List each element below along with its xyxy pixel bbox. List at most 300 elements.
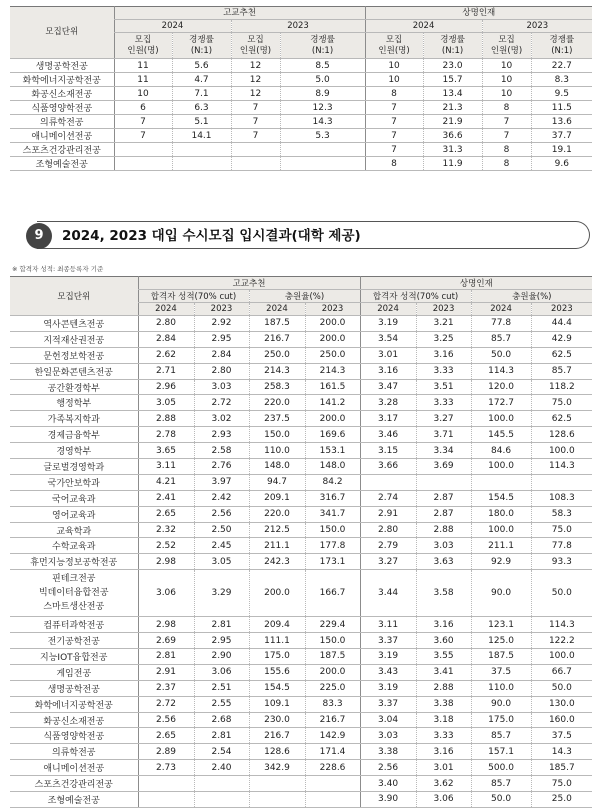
year-header: 2024 [365,20,482,33]
data-cell: 2.40 [194,760,249,776]
data-cell: 7 [231,101,280,115]
data-cell: 14.1 [172,129,231,143]
data-cell: 3.11 [360,617,416,633]
data-cell: 2.65 [138,506,194,522]
unit-name: 휴먼지능정보공학전공 [10,554,138,570]
data-cell: 250.0 [305,347,360,363]
data-cell: 2.88 [416,680,471,696]
data-cell: 3.40 [360,776,416,792]
data-cell: 3.38 [360,744,416,760]
data-cell: 2.32 [138,522,194,538]
data-cell: 500.0 [471,760,531,776]
data-cell: 2.65 [138,728,194,744]
data-cell: 3.46 [360,427,416,443]
data-cell: 85.7 [471,776,531,792]
data-cell: 2.80 [360,522,416,538]
section-number-badge: 9 [26,223,52,249]
unit-name: 공간환경학부 [10,379,138,395]
data-cell: 3.06 [416,792,471,808]
data-cell: 42.9 [531,331,592,347]
table-row [10,538,592,554]
unit-name: 가족복지학과 [10,411,138,427]
group-header: 상명인재 [365,7,592,20]
data-cell: 177.8 [305,538,360,554]
table-row [10,633,592,649]
data-cell: 77.8 [471,316,531,332]
year-header: 2023 [194,303,249,316]
unit-name: 조형예술전공 [10,792,138,808]
data-cell [531,474,592,490]
data-cell: 200.0 [305,411,360,427]
data-cell: 111.1 [249,633,305,649]
data-cell: 3.16 [416,744,471,760]
data-cell [280,143,365,157]
data-cell: 2.76 [194,459,249,475]
data-cell [138,776,194,792]
data-cell [172,157,231,171]
data-cell: 2.98 [138,617,194,633]
data-cell: 2.96 [138,379,194,395]
table-row [10,744,592,760]
table-row [10,411,592,427]
data-cell: 3.71 [416,427,471,443]
data-cell: 2.58 [194,443,249,459]
data-cell: 100.0 [471,459,531,475]
data-cell: 50.0 [531,680,592,696]
data-cell: 2.78 [138,427,194,443]
table-row [10,87,592,101]
table-row [10,712,592,728]
data-cell: 114.3 [531,617,592,633]
data-cell: 2.90 [194,649,249,665]
data-cell: 128.6 [531,427,592,443]
data-cell: 2.54 [194,744,249,760]
data-cell: 209.1 [249,490,305,506]
data-cell: 3.03 [416,538,471,554]
data-cell: 2.91 [360,506,416,522]
data-cell: 36.6 [423,129,482,143]
data-cell: 2.84 [194,347,249,363]
unit-name: 영어교육과 [10,506,138,522]
unit-name: 국가안보학과 [10,474,138,490]
data-cell: 3.44 [360,570,416,617]
data-cell: 85.7 [531,363,592,379]
data-cell: 145.5 [471,427,531,443]
unit-name: 스포츠건강관리전공 [10,143,114,157]
data-cell: 171.4 [305,744,360,760]
data-cell: 7 [114,115,172,129]
data-cell: 2.95 [194,633,249,649]
table-row [10,554,592,570]
data-cell: 8 [482,143,531,157]
data-cell: 120.0 [471,379,531,395]
data-cell [114,143,172,157]
data-cell: 220.0 [249,395,305,411]
data-cell: 2.71 [138,363,194,379]
year-header: 2024 [471,303,531,316]
data-cell: 7.1 [172,87,231,101]
data-cell: 108.3 [531,490,592,506]
table-row [10,427,592,443]
data-cell: 8 [365,157,423,171]
data-cell: 7 [365,129,423,143]
data-cell: 75.0 [531,395,592,411]
table-row [10,459,592,475]
table-row [10,143,592,157]
data-cell: 2.62 [138,347,194,363]
data-cell: 150.0 [249,427,305,443]
data-cell: 2.56 [360,760,416,776]
quota-header: 모집 인원(명) [231,33,280,59]
data-cell: 2.73 [138,760,194,776]
data-cell: 237.5 [249,411,305,427]
data-cell: 154.5 [471,490,531,506]
data-cell: 160.0 [531,712,592,728]
data-cell: 3.11 [138,459,194,475]
data-cell: 123.1 [471,617,531,633]
unit-name: 게임전공 [10,664,138,680]
data-cell: 3.18 [416,712,471,728]
data-cell: 4.21 [138,474,194,490]
data-cell: 172.7 [471,395,531,411]
data-cell: 4.7 [172,73,231,87]
data-cell: 212.5 [249,522,305,538]
data-cell: 2.81 [194,617,249,633]
group-header: 고교추천 [114,7,365,20]
unit-header: 모집단위 [10,7,114,59]
data-cell: 3.62 [416,776,471,792]
data-cell: 3.66 [360,459,416,475]
data-cell: 2.88 [138,411,194,427]
table-row [10,570,592,617]
data-cell: 100.0 [531,443,592,459]
data-cell: 114.3 [471,363,531,379]
data-cell: 7 [365,115,423,129]
table-row [10,696,592,712]
data-cell: 11 [114,59,172,73]
data-cell: 157.1 [471,744,531,760]
data-cell: 166.7 [305,570,360,617]
data-cell: 2.93 [194,427,249,443]
data-cell: 85.7 [471,331,531,347]
unit-name: 교육학과 [10,522,138,538]
data-cell: 200.0 [305,316,360,332]
data-cell: 3.37 [360,633,416,649]
table-row [10,776,592,792]
data-cell: 125.0 [471,633,531,649]
table-row [10,443,592,459]
unit-name: 생명공학전공 [10,680,138,696]
data-cell: 85.7 [471,728,531,744]
data-cell [249,792,305,808]
data-cell: 3.03 [194,379,249,395]
data-cell: 7 [231,129,280,143]
data-cell: 161.5 [305,379,360,395]
data-cell: 7 [482,115,531,129]
ratio-header: 경쟁률 (N:1) [531,33,592,59]
data-cell: 2.89 [138,744,194,760]
data-cell: 187.5 [305,649,360,665]
quota-header: 모집 인원(명) [365,33,423,59]
data-cell: 100.0 [471,522,531,538]
data-cell: 10 [482,87,531,101]
data-cell: 100.0 [471,411,531,427]
unit-name: 국어교육과 [10,490,138,506]
data-cell: 3.33 [416,728,471,744]
data-cell: 2.81 [194,728,249,744]
table-row [10,115,592,129]
table-row [10,73,592,87]
data-cell: 250.0 [249,347,305,363]
data-cell: 3.97 [194,474,249,490]
data-cell: 3.63 [416,554,471,570]
table-row [10,728,592,744]
year-header: 2024 [360,303,416,316]
unit-name: 조형예술전공 [10,157,114,171]
data-cell: 93.3 [531,554,592,570]
data-cell [231,157,280,171]
data-cell: 3.55 [416,649,471,665]
table-row [10,760,592,776]
data-cell: 2.41 [138,490,194,506]
data-cell: 150.0 [305,633,360,649]
data-cell: 3.34 [416,443,471,459]
ratio-header: 경쟁률 (N:1) [280,33,365,59]
data-cell: 211.1 [249,538,305,554]
data-cell: 3.38 [416,696,471,712]
unit-name: 생명공학전공 [10,59,114,73]
unit-name: 의류학전공 [10,744,138,760]
data-cell [138,792,194,808]
table-row [10,157,592,171]
data-cell [305,792,360,808]
data-cell: 225.0 [305,680,360,696]
data-cell: 2.87 [416,490,471,506]
data-cell: 50.0 [471,792,531,808]
table-row [10,680,592,696]
table-row [10,379,592,395]
table-row [10,664,592,680]
data-cell: 90.0 [471,570,531,617]
data-cell: 75.0 [531,522,592,538]
data-cell: 3.01 [416,760,471,776]
data-cell: 11 [114,73,172,87]
data-cell: 2.92 [194,316,249,332]
unit-name: 글로벌경영학과 [10,459,138,475]
data-cell: 3.37 [360,696,416,712]
data-cell: 3.51 [416,379,471,395]
data-cell [305,776,360,792]
data-cell: 3.27 [416,411,471,427]
data-cell: 3.28 [360,395,416,411]
data-cell: 173.1 [305,554,360,570]
data-cell: 110.0 [471,680,531,696]
year-header: 2023 [231,20,365,33]
data-cell: 242.3 [249,554,305,570]
unit-name: 한일문화콘텐츠전공 [10,363,138,379]
data-cell: 3.17 [360,411,416,427]
data-cell: 216.7 [249,728,305,744]
data-cell: 342.9 [249,760,305,776]
table-row [10,649,592,665]
data-cell: 3.21 [416,316,471,332]
data-cell: 2.50 [194,522,249,538]
unit-name: 컴퓨터과학전공 [10,617,138,633]
data-cell: 128.6 [249,744,305,760]
data-cell: 148.0 [249,459,305,475]
data-cell: 155.6 [249,664,305,680]
data-cell: 154.5 [249,680,305,696]
data-cell: 2.98 [138,554,194,570]
table-row [10,316,592,332]
data-cell: 3.19 [360,316,416,332]
data-cell: 118.2 [531,379,592,395]
data-cell: 19.1 [531,143,592,157]
data-cell: 7 [365,143,423,157]
data-cell: 110.0 [249,443,305,459]
table-row [10,506,592,522]
unit-name: 식품영양학전공 [10,101,114,115]
data-cell: 84.6 [471,443,531,459]
data-cell: 3.60 [416,633,471,649]
data-cell: 2.74 [360,490,416,506]
table-row [10,129,592,143]
data-cell: 2.79 [360,538,416,554]
unit-name: 지적재산권전공 [10,331,138,347]
data-cell: 7 [482,129,531,143]
sub-header: 충원율(%) [249,290,360,303]
data-cell: 2.56 [138,712,194,728]
data-cell: 2.81 [138,649,194,665]
data-cell: 3.33 [416,395,471,411]
unit-name: 애니메이션전공 [10,129,114,143]
admission-stats-table-2 [10,276,592,808]
unit-name: 애니메이션전공 [10,760,138,776]
unit-name: 수학교육과 [10,538,138,554]
data-cell: 3.65 [138,443,194,459]
data-cell: 90.0 [471,696,531,712]
data-cell: 8.5 [280,59,365,73]
data-cell: 2.56 [194,506,249,522]
data-cell: 44.4 [531,316,592,332]
data-cell: 3.41 [416,664,471,680]
data-cell: 3.29 [194,570,249,617]
unit-name: 경제금융학부 [10,427,138,443]
sub-header: 합격자 성적(70% cut) [360,290,471,303]
data-cell: 2.91 [138,664,194,680]
table-row [10,522,592,538]
data-cell: 83.3 [305,696,360,712]
data-cell: 58.3 [531,506,592,522]
sub-header: 합격자 성적(70% cut) [138,290,249,303]
data-cell: 220.0 [249,506,305,522]
data-cell: 216.7 [305,712,360,728]
data-cell: 10 [482,73,531,87]
data-cell [416,474,471,490]
data-cell: 100.0 [531,649,592,665]
data-cell: 8 [365,87,423,101]
data-cell: 200.0 [305,331,360,347]
group-header: 고교추천 [138,277,360,290]
unit-name: 전기공학전공 [10,633,138,649]
data-cell: 50.0 [531,570,592,617]
unit-header: 모집단위 [10,277,138,316]
data-cell: 22.7 [531,59,592,73]
data-cell: 37.7 [531,129,592,143]
unit-name: 화학에너지공학전공 [10,73,114,87]
data-cell: 10 [482,59,531,73]
table-row [10,347,592,363]
data-cell: 2.55 [194,696,249,712]
year-header: 2023 [482,20,592,33]
data-cell: 9.5 [531,87,592,101]
data-cell [194,792,249,808]
data-cell: 21.9 [423,115,482,129]
data-cell: 10 [114,87,172,101]
unit-name: 핀테크전공 빅데이터융합전공 스마트생산전공 [10,570,138,617]
data-cell: 37.5 [531,728,592,744]
table-row [10,331,592,347]
data-cell: 9.6 [531,157,592,171]
data-cell: 7 [114,129,172,143]
data-cell: 3.16 [416,347,471,363]
data-cell: 10 [365,73,423,87]
data-cell: 258.3 [249,379,305,395]
data-cell: 12.3 [280,101,365,115]
data-cell: 169.6 [305,427,360,443]
data-cell [172,143,231,157]
year-header: 2024 [114,20,231,33]
data-cell: 25.0 [531,792,592,808]
unit-name: 스포츠건강관리전공 [10,776,138,792]
data-cell: 175.0 [471,712,531,728]
table-row [10,792,592,808]
data-cell: 12 [231,59,280,73]
data-cell: 3.06 [138,570,194,617]
data-cell: 3.04 [360,712,416,728]
data-cell: 214.3 [305,363,360,379]
data-cell: 31.3 [423,143,482,157]
data-cell: 66.7 [531,664,592,680]
year-header: 2023 [305,303,360,316]
data-cell: 3.16 [360,363,416,379]
data-cell: 2.95 [194,331,249,347]
data-cell: 316.7 [305,490,360,506]
footnote: ※ 합격자 성적: 최종등록자 기준 [12,265,104,273]
data-cell [249,776,305,792]
table-row [10,490,592,506]
data-cell: 148.0 [305,459,360,475]
unit-name: 화공신소재전공 [10,87,114,101]
year-header: 2024 [249,303,305,316]
data-cell: 216.7 [249,331,305,347]
data-cell: 3.58 [416,570,471,617]
data-cell [194,776,249,792]
data-cell: 200.0 [305,664,360,680]
data-cell: 8.9 [280,87,365,101]
data-cell: 3.27 [360,554,416,570]
data-cell: 3.16 [416,617,471,633]
data-cell: 122.2 [531,633,592,649]
admission-stats-table-1 [10,6,592,171]
data-cell: 2.68 [194,712,249,728]
data-cell: 187.5 [249,316,305,332]
data-cell: 7 [365,101,423,115]
data-cell: 8 [482,101,531,115]
data-cell: 3.05 [138,395,194,411]
data-cell: 11.5 [531,101,592,115]
data-cell: 50.0 [471,347,531,363]
